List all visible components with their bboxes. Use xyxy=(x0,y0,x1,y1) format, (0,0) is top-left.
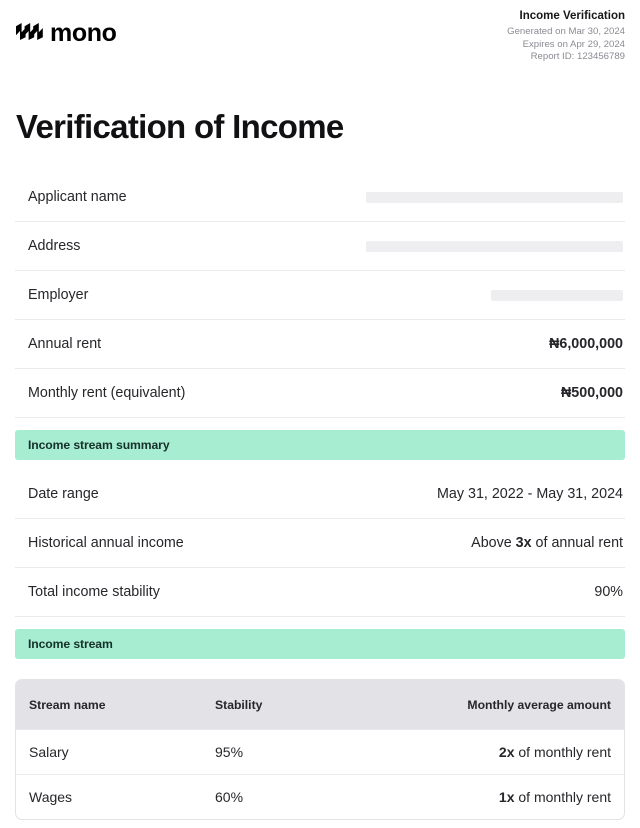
row-label: Total income stability xyxy=(28,584,160,601)
cell-stream-name: Salary xyxy=(29,744,69,761)
row-value: ₦6,000,000 xyxy=(549,336,623,353)
income-stream-summary-list xyxy=(15,470,625,617)
section-label: Income stream xyxy=(28,637,113,652)
table-row xyxy=(15,470,625,519)
row-label: Employer xyxy=(28,287,89,304)
cell-stream-name: Wages xyxy=(29,789,73,806)
table-header-row xyxy=(16,680,624,729)
row-value-suffix: of annual rent xyxy=(531,535,623,552)
table-row xyxy=(15,568,625,617)
table-row xyxy=(15,320,625,369)
cell-amount-suffix: of monthly rent xyxy=(514,744,611,761)
applicant-details-list xyxy=(15,173,625,418)
row-value xyxy=(471,535,623,551)
report-generated-date: Generated on Mar 30, 2024 xyxy=(507,26,625,38)
redacted-value-bar xyxy=(491,290,623,301)
row-label: Annual rent xyxy=(28,336,102,353)
income-stream-table xyxy=(15,679,625,820)
row-value-prefix: Above xyxy=(471,535,516,552)
row-label: Historical annual income xyxy=(28,535,184,552)
row-value-emphasis: 3x xyxy=(515,535,532,552)
cell-stability: 95% xyxy=(215,744,244,761)
table-row xyxy=(15,173,625,222)
section-label: Income stream summary xyxy=(28,438,170,453)
cell-amount-suffix: of monthly rent xyxy=(514,789,611,806)
cell-monthly-average-amount xyxy=(499,789,611,805)
cell-monthly-average-amount xyxy=(499,744,611,760)
table-row xyxy=(16,774,624,819)
redacted-value-bar xyxy=(366,192,623,203)
table-row xyxy=(15,519,625,568)
column-header-stream-name: Stream name xyxy=(29,697,106,712)
row-value: 90% xyxy=(594,584,623,601)
cell-amount-multiplier: 1x xyxy=(498,789,515,806)
table-row xyxy=(15,271,625,320)
row-label: Address xyxy=(28,238,81,255)
mono-logo-wordmark: mono xyxy=(50,19,117,47)
document-header xyxy=(0,0,640,64)
table-row xyxy=(15,222,625,271)
row-value: May 31, 2022 - May 31, 2024 xyxy=(437,486,623,503)
row-label: Applicant name xyxy=(28,189,127,206)
cell-amount-multiplier: 2x xyxy=(498,744,515,761)
report-id: Report ID: 123456789 xyxy=(530,51,625,63)
row-value: ₦500,000 xyxy=(560,385,623,402)
row-label: Date range xyxy=(28,486,99,503)
row-label: Monthly rent (equivalent) xyxy=(28,385,186,402)
redacted-value-bar xyxy=(366,241,623,252)
report-type-title: Income Verification xyxy=(519,10,625,22)
report-meta xyxy=(507,9,625,64)
section-header-income-stream-summary xyxy=(15,430,625,460)
table-row xyxy=(16,729,624,774)
cell-stability: 60% xyxy=(215,789,244,806)
column-header-monthly-average-amount: Monthly average amount xyxy=(467,697,611,712)
page-title: Verification of Income xyxy=(16,108,344,146)
section-header-income-stream xyxy=(15,629,625,659)
mono-logo xyxy=(16,21,116,46)
column-header-stability: Stability xyxy=(215,697,263,712)
mono-zigzag-logo-icon xyxy=(16,23,48,45)
report-expiry-date: Expires on Apr 29, 2024 xyxy=(522,38,625,50)
table-row xyxy=(15,369,625,418)
